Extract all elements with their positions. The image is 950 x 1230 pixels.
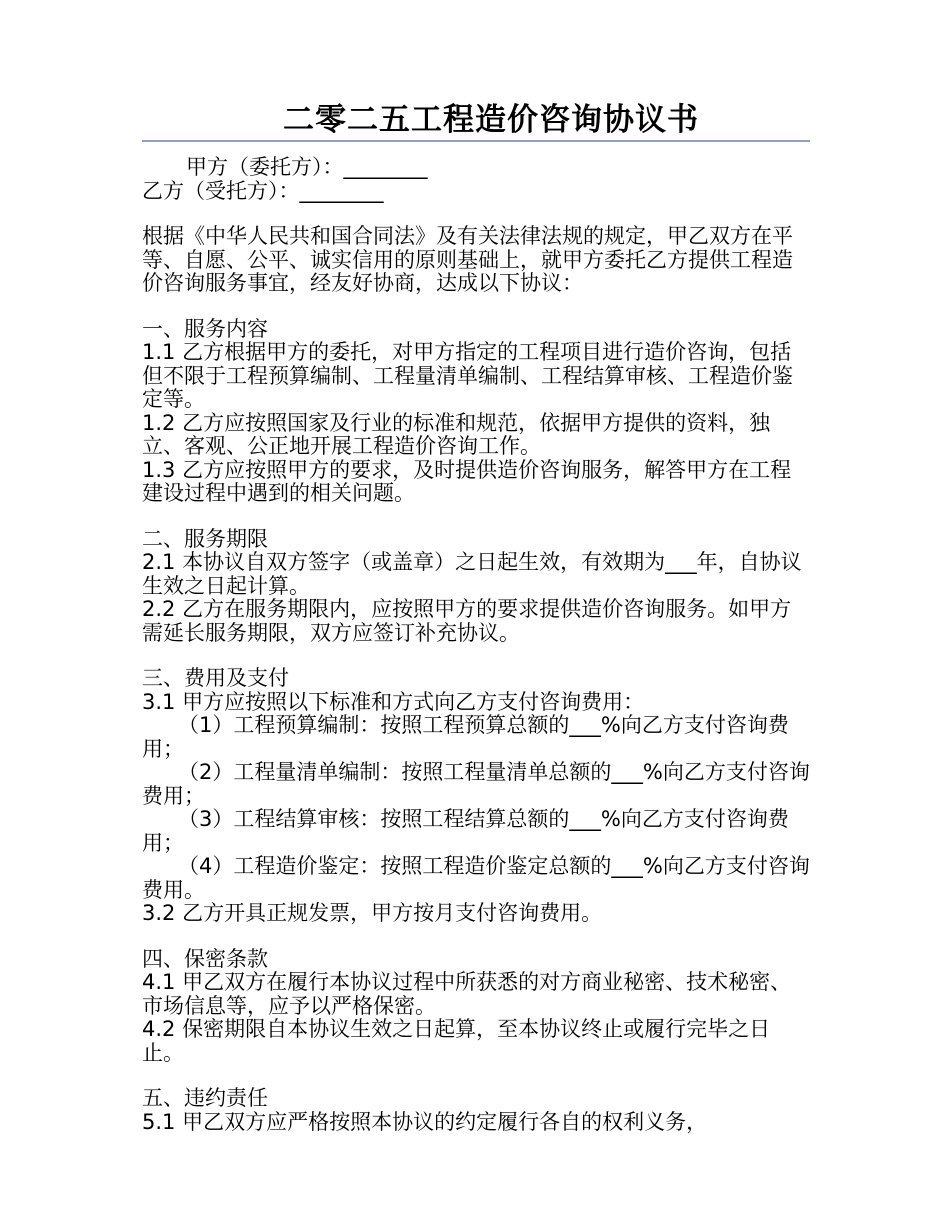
section-heading: 五、违约责任 (142, 1086, 268, 1110)
clause: 4.1 甲乙双方在履行本协议过程中所获悉的对方商业秘密、技术秘密、市场信息等，应予以严格保密。 (142, 970, 792, 1018)
clause: 3.1 甲方应按照以下标准和方式向乙方支付咨询费用： (142, 689, 645, 714)
sub-clause: （2）工程量清单编制：按照工程量清单总额的___%向乙方支付咨询费用； (142, 760, 810, 808)
title-underline (142, 140, 810, 142)
clause: 1.2 乙方应按照国家及行业的标准和规范，依据甲方提供的资料，独立、客观、公正地开展工程造价咨询工作。 (142, 410, 771, 458)
sub-clause: （3）工程结算审核：按照工程结算总额的___%向乙方支付咨询费用； (142, 807, 789, 855)
clause: 2.1 本协议自双方签字（或盖章）之日起生效，有效期为___年，自协议生效之日起计算。 (142, 550, 802, 598)
section-heading: 一、服务内容 (142, 316, 268, 341)
sub-clause: （4）工程造价鉴定：按照工程造价鉴定总额的___%向乙方支付咨询费用。 (142, 854, 810, 902)
section-heading: 三、费用及支付 (142, 666, 289, 690)
clause: 1.3 乙方应按照甲方的要求，及时提供造价咨询服务，解答甲方在工程建设过程中遇到的相关问题。 (142, 457, 792, 505)
section-heading: 四、保密条款 (142, 946, 268, 971)
clause: 3.2 乙方开具正规发票，甲方按月支付咨询费用。 (142, 901, 603, 925)
clause: 2.2 乙方在服务期限内，应按照甲方的要求提供造价咨询服务。如甲方需延长服务期限，双方应签订补充协议。 (142, 597, 792, 645)
party-b-line: 乙方（受托方）：________ (142, 178, 384, 203)
document-page (142, 100, 810, 1134)
intro-paragraph: 根据《中华人民共和国合同法》及有关法律法规的规定，甲乙双方在平等、自愿、公平、诚实信用的原则基础上，就甲方委托乙方提供工程造价咨询服务事宜，经友好协商，达成以下协议： (142, 224, 793, 295)
clause: 5.1 甲乙双方应严格按照本协议的约定履行各自的权利义务， (142, 1109, 708, 1134)
section-heading: 二、服务期限 (142, 526, 268, 551)
clause: 4.2 保密期限自本协议生效之日起算，至本协议终止或履行完毕之日止。 (142, 1017, 771, 1065)
document-title: 二零二五工程造价咨询协议书 (283, 102, 699, 138)
sub-clause: （1）工程预算编制：按照工程预算总额的___%向乙方支付咨询费用； (142, 713, 789, 761)
clause: 1.1 乙方根据甲方的委托，对甲方指定的工程项目进行造价咨询，包括但不限于工程预算编制、工程量清单编制、工程结算审核、工程造价鉴定等。 (142, 340, 793, 411)
party-a-line: 甲方（委托方）：________ (186, 155, 428, 179)
